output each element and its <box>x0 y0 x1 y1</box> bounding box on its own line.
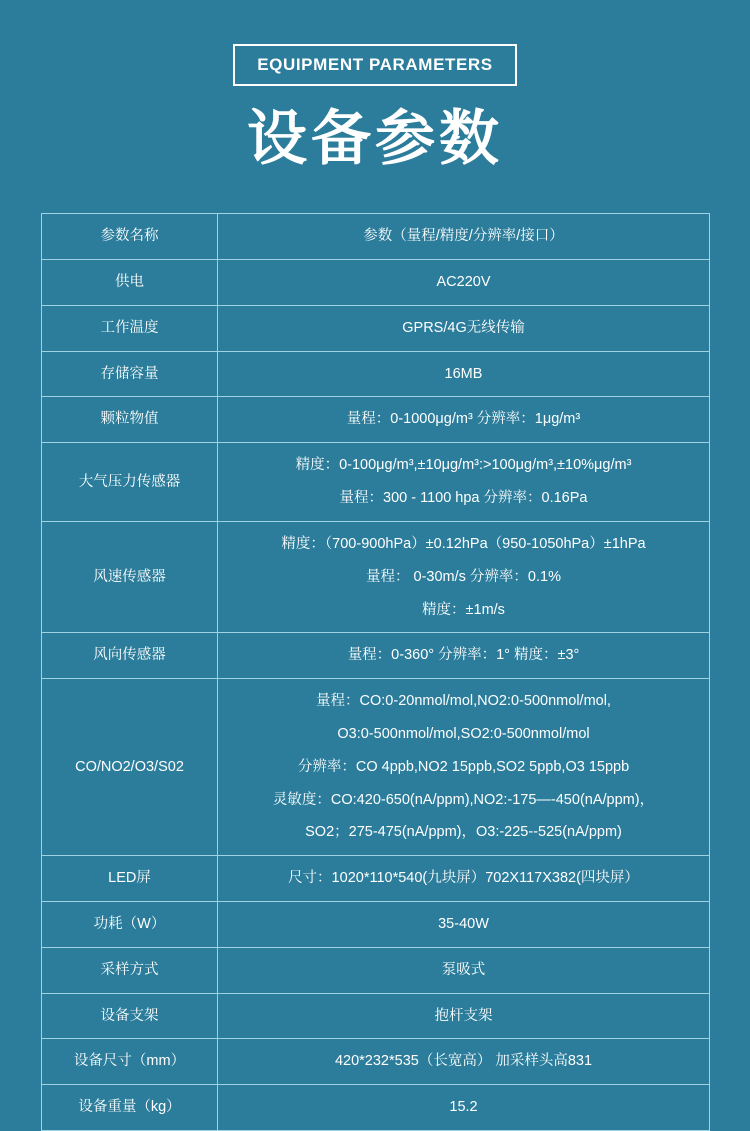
table-row <box>42 633 710 679</box>
table-row <box>42 947 710 993</box>
table-cell-label: 存储容量 <box>42 351 218 397</box>
spec-table-body <box>42 214 710 1131</box>
table-cell-value <box>218 633 710 679</box>
table-cell-value-line: 量程：300 - 1100 hpa 分辨率：0.16Pa <box>339 490 588 507</box>
table-cell-value-line: GPRS/4G无线传输 <box>402 319 525 336</box>
table-cell-value <box>218 521 710 632</box>
table-row <box>42 443 710 522</box>
table-cell-value <box>218 351 710 397</box>
table-cell-value-line: 35-40W <box>438 916 489 932</box>
table-cell-value <box>218 679 710 856</box>
table-cell-value <box>218 260 710 306</box>
table-cell-label: 设备尺寸（mm） <box>42 1039 218 1085</box>
table-cell-value <box>218 947 710 993</box>
spec-table <box>41 213 710 1131</box>
page-header <box>0 0 750 173</box>
table-cell-value-line: SO2；275-475(nA/ppm)，O3:-225--525(nA/ppm) <box>305 824 622 841</box>
table-cell-value-line: 量程：0-360° 分辨率：1° 精度：±3° <box>347 647 580 664</box>
table-cell-value-line: 量程：CO:0-20nmol/mol,NO2:0-500nmol/mol, <box>316 693 611 710</box>
table-row <box>42 902 710 948</box>
table-row <box>42 521 710 632</box>
table-cell-value-line: 尺寸：1020*110*540(九块屏）702X117X382(四块屏） <box>288 870 639 887</box>
table-cell-label: 颗粒物值 <box>42 397 218 443</box>
table-row <box>42 397 710 443</box>
table-cell-label: 风向传感器 <box>42 633 218 679</box>
table-cell-value <box>218 902 710 948</box>
table-row <box>42 351 710 397</box>
table-cell-value <box>218 856 710 902</box>
table-row <box>42 305 710 351</box>
table-cell-value-line: 420*232*535（长宽高） 加采样头高831 <box>334 1053 593 1070</box>
table-row <box>42 260 710 306</box>
table-cell-label: 风速传感器 <box>42 521 218 632</box>
table-header-label: 参数名称 <box>42 214 218 260</box>
page-title: 设备参数 <box>247 104 503 174</box>
table-cell-value-line: AC220V <box>436 274 491 290</box>
table-cell-value-line: 精度：0-100μg/m³,±10μg/m³:>100μg/m³,±10%μg/m³ <box>295 457 632 474</box>
table-cell-label: 工作温度 <box>42 305 218 351</box>
table-cell-value-line: 精度：（700-900hPa）±0.12hPa（950-1050hPa）±1hPa <box>281 535 646 552</box>
table-row <box>42 993 710 1039</box>
table-cell-value-line: 抱杆支架 <box>434 1007 493 1024</box>
table-row <box>42 679 710 856</box>
spec-table-wrapper <box>41 213 709 1131</box>
table-cell-value <box>218 993 710 1039</box>
table-cell-value-line: 16MB <box>444 365 483 382</box>
eyebrow-label: EQUIPMENT PARAMETERS <box>233 44 517 86</box>
table-cell-label: 供电 <box>42 260 218 306</box>
table-row <box>42 856 710 902</box>
table-row <box>42 1085 710 1131</box>
table-row <box>42 1039 710 1085</box>
table-cell-label: 设备支架 <box>42 993 218 1039</box>
table-header-value: 参数（量程/精度/分辨率/接口） <box>218 214 710 260</box>
table-cell-label: LED屏 <box>42 856 218 902</box>
table-cell-value-line: 15.2 <box>449 1099 478 1116</box>
table-cell-value <box>218 443 710 522</box>
table-cell-label: CO/NO2/O3/S02 <box>42 679 218 856</box>
table-cell-value <box>218 305 710 351</box>
table-cell-value-line: O3:0-500nmol/mol,SO2:0-500nmol/mol <box>337 725 590 742</box>
table-cell-label: 采样方式 <box>42 947 218 993</box>
table-cell-value <box>218 1085 710 1131</box>
table-cell-label: 大气压力传感器 <box>42 443 218 522</box>
table-cell-value-line: 灵敏度：CO:420-650(nA/ppm),NO2:-175—-450(nA/ppm)， <box>272 791 655 808</box>
table-cell-label: 功耗（W） <box>42 902 218 948</box>
table-cell-value-line: 泵吸式 <box>441 961 486 978</box>
table-cell-value-line: 分辨率：CO 4ppb,NO2 15ppb,SO2 5ppb,O3 15ppb <box>297 758 630 775</box>
table-cell-value-line: 量程：0-1000μg/m³ 分辨率：1μg/m³ <box>346 411 581 428</box>
table-cell-value-line: 量程： 0-30m/s 分辨率：0.1% <box>366 568 561 585</box>
table-header-row <box>42 214 710 260</box>
table-cell-value-line: 精度：±1m/s <box>422 601 505 618</box>
table-cell-value <box>218 1039 710 1085</box>
table-cell-value <box>218 397 710 443</box>
table-cell-label: 设备重量（kg） <box>42 1085 218 1131</box>
